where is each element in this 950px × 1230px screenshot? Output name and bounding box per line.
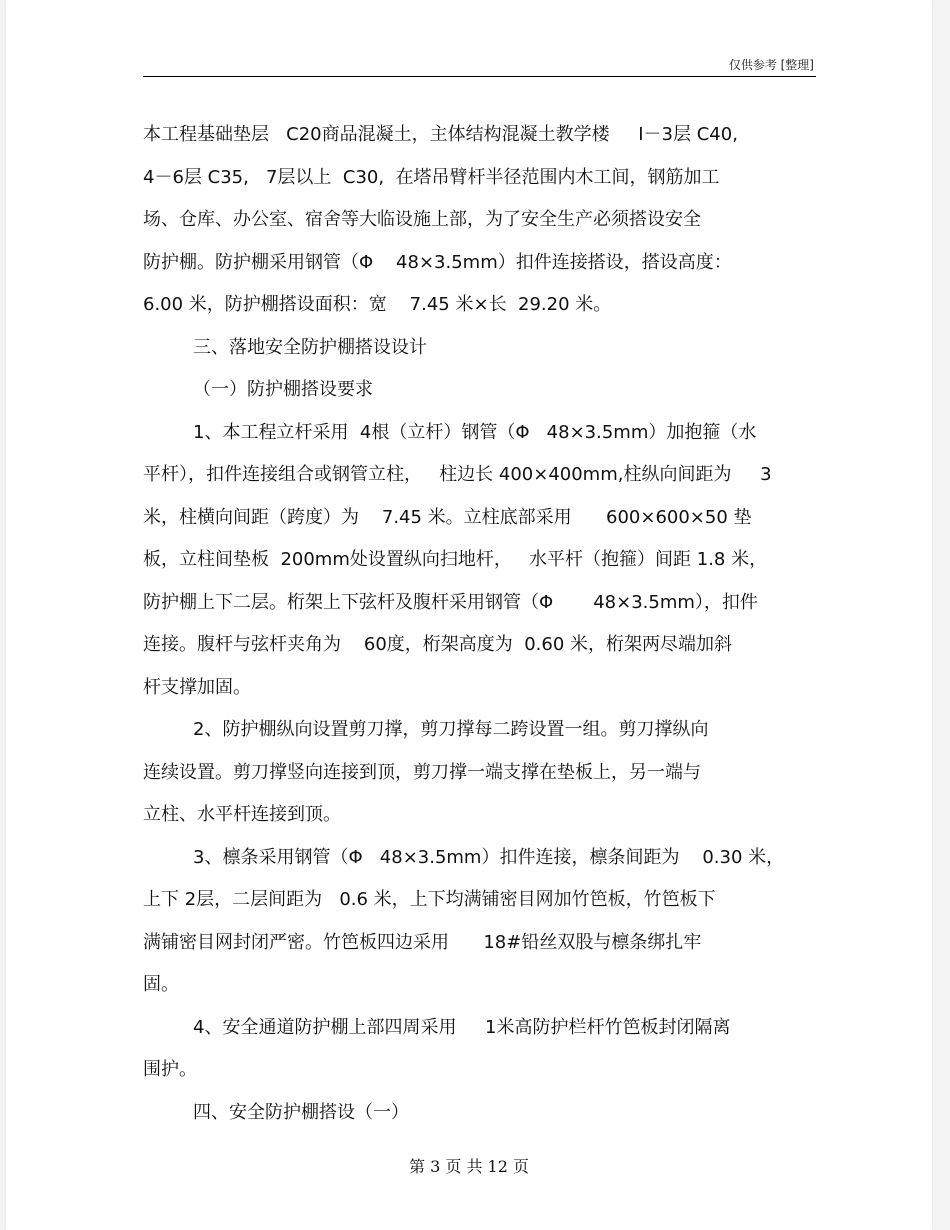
text-line: （一）防护棚搭设要求 <box>193 379 373 400</box>
text-line: 杆支撑加固。 <box>143 676 251 698</box>
text-line: 本工程基础垫层 C20商品混凝土，主体结构混凝土教学楼 Ⅰ－3层 C40, <box>143 124 738 145</box>
text-line: 米，柱横向间距（跨度）为 7.45 米。立柱底部采用 600×600×50 垫 <box>143 506 752 528</box>
text-line: 2、防护棚纵向设置剪刀撑，剪刀撑每二跨设置一组。剪刀撑纵向 <box>193 719 709 740</box>
text-line: 6.00 米，防护棚搭设面积：宽 7.45 米×长 29.20 米。 <box>143 294 612 315</box>
text-line: 三、落地安全防护棚搭设设计 <box>193 336 427 358</box>
text-line: 四、安全防护棚搭设（一） <box>193 1101 409 1123</box>
text-line: 连接。腹杆与弦杆夹角为 60度，桁架高度为 0.60 米，桁架两尽端加斜 <box>143 634 733 655</box>
text-line: 4－6层 C35, 7层以上 C30, 在塔吊臂杆半径范围内木工间，钢筋加工 <box>143 166 720 188</box>
text-line: 围护。 <box>143 1059 197 1080</box>
text-line: 平杆），扣件连接组合或钢管立柱， 柱边长 400×400mm,柱纵向间距为 3 <box>143 464 772 485</box>
text-line: 场、仓库、办公室、宿舍等大临设施上部，为了安全生产必须搭设安全 <box>143 209 701 230</box>
document-page <box>6 0 932 1230</box>
text-line: 防护棚。防护棚采用钢管（Φ 48×3.5mm）扣件连接搭设，搭设高度： <box>143 251 732 273</box>
header-label: 仅供参考 [整理] <box>728 58 814 72</box>
text-line: 立柱、水平杆连接到顶。 <box>143 804 341 825</box>
text-line: 4、安全通道防护棚上部四周采用 1米高防护栏杆竹笆板封闭隔离 <box>193 1016 731 1038</box>
text-line: 满铺密目网封闭严密。竹笆板四边采用 18#铅丝双股与檩条绑扎牢 <box>143 931 702 953</box>
text-line: 防护棚上下二层。桁架上下弦杆及腹杆采用钢管（Φ 48×3.5mm），扣件 <box>143 591 758 613</box>
page-footer: 第 3 页 共 12 页 <box>409 1157 529 1176</box>
document-body <box>143 114 815 1134</box>
text-line: 1、本工程立杆采用 4根（立杆）钢管（Φ 48×3.5mm）加抱箍（水 <box>193 421 757 443</box>
text-line: 3、檩条采用钢管（Φ 48×3.5mm）扣件连接，檩条间距为 0.30 米， <box>193 846 785 868</box>
text-line: 连续设置。剪刀撑竖向连接到顶，剪刀撑一端支撑在垫板上，另一端与 <box>143 761 701 783</box>
text-line: 固。 <box>143 974 179 995</box>
header-divider <box>143 76 816 77</box>
text-line: 上下 2层，二层间距为 0.6 米，上下均满铺密目网加竹笆板，竹笆板下 <box>143 889 716 910</box>
text-line: 板，立柱间垫板 200mm处设置纵向扫地杆， 水平杆（抱箍）间距 1.8 米， <box>143 549 768 570</box>
